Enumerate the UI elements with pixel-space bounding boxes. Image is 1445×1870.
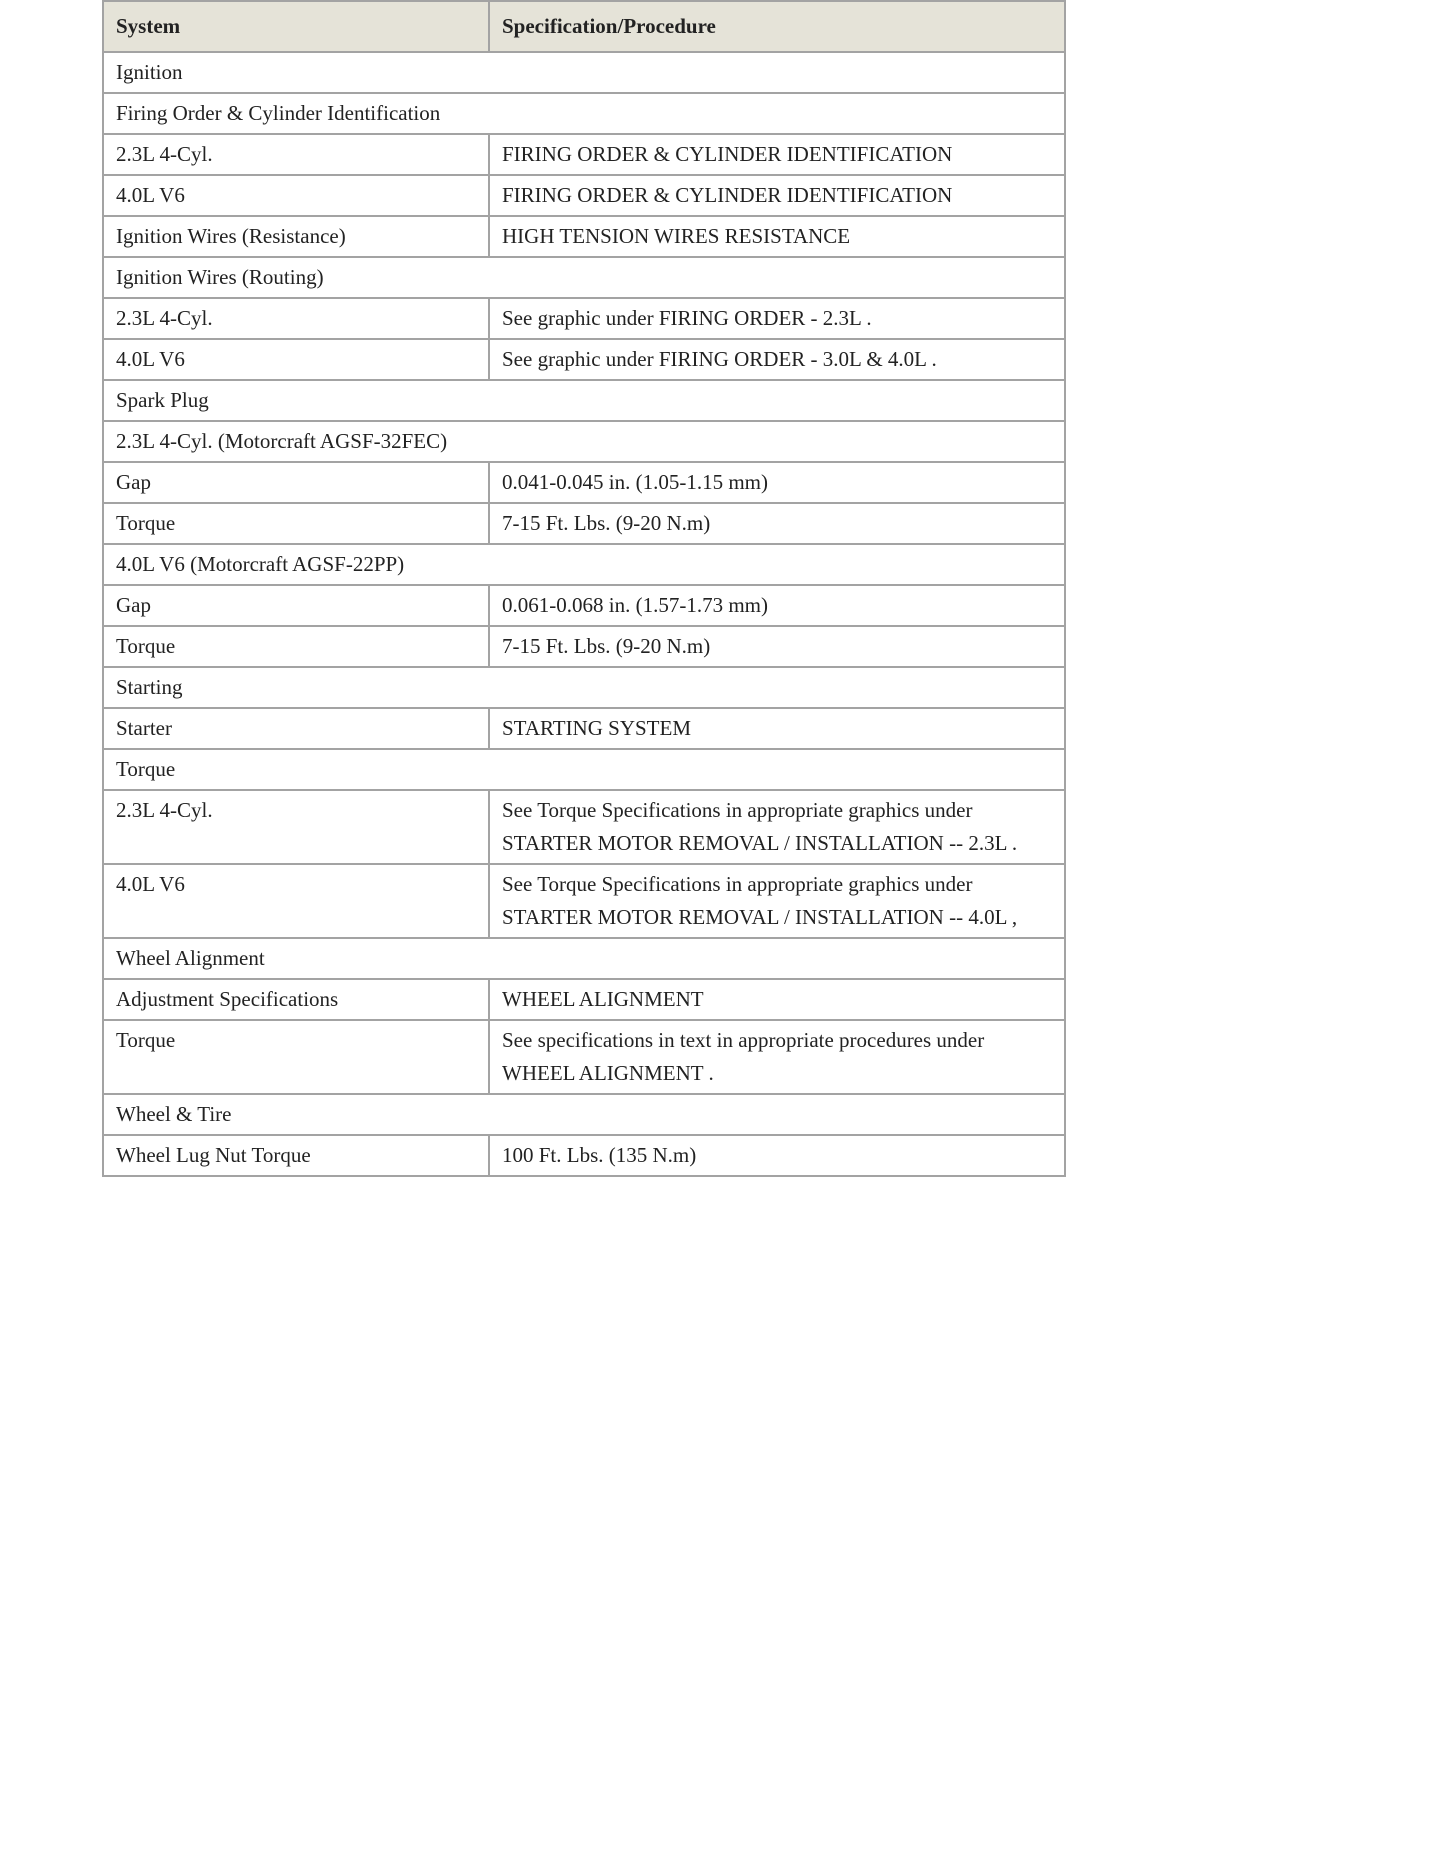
system-cell: 2.3L 4-Cyl. [103, 298, 489, 339]
specification-cell: 7-15 Ft. Lbs. (9-20 N.m) [489, 626, 1065, 667]
system-cell: 4.0L V6 [103, 864, 489, 938]
table-row [103, 298, 1065, 339]
section-row [103, 938, 1065, 979]
table-row [103, 339, 1065, 380]
system-cell: 2.3L 4-Cyl. [103, 790, 489, 864]
system-cell: 4.0L V6 [103, 175, 489, 216]
system-cell: Gap [103, 462, 489, 503]
specification-cell: FIRING ORDER & CYLINDER IDENTIFICATION [489, 134, 1065, 175]
table-row [103, 134, 1065, 175]
system-cell: Gap [103, 585, 489, 626]
column-header-system: System [103, 1, 489, 52]
specification-table [102, 0, 1066, 1177]
specification-cell: See graphic under FIRING ORDER - 3.0L & 4.0L . [489, 339, 1065, 380]
section-label: Starting [103, 667, 1065, 708]
section-label: Ignition [103, 52, 1065, 93]
table-row [103, 1135, 1065, 1176]
section-label: 4.0L V6 (Motorcraft AGSF-22PP) [103, 544, 1065, 585]
section-label: Firing Order & Cylinder Identification [103, 93, 1065, 134]
section-row [103, 52, 1065, 93]
specification-cell: See graphic under FIRING ORDER - 2.3L . [489, 298, 1065, 339]
table-body [103, 52, 1065, 1176]
specification-cell: See Torque Specifications in appropriate graphics under STARTER MOTOR REMOVAL / INSTALLATION -- 2.3L . [489, 790, 1065, 864]
specification-cell: HIGH TENSION WIRES RESISTANCE [489, 216, 1065, 257]
section-row [103, 93, 1065, 134]
section-label: Wheel Alignment [103, 938, 1065, 979]
table-row [103, 216, 1065, 257]
section-row [103, 257, 1065, 298]
system-cell: Torque [103, 1020, 489, 1094]
table-row [103, 708, 1065, 749]
section-label: 2.3L 4-Cyl. (Motorcraft AGSF-32FEC) [103, 421, 1065, 462]
section-label: Torque [103, 749, 1065, 790]
specification-cell: STARTING SYSTEM [489, 708, 1065, 749]
section-label: Ignition Wires (Routing) [103, 257, 1065, 298]
table-row [103, 626, 1065, 667]
table-row [103, 175, 1065, 216]
specification-cell: FIRING ORDER & CYLINDER IDENTIFICATION [489, 175, 1065, 216]
table-row [103, 1020, 1065, 1094]
system-cell: Starter [103, 708, 489, 749]
section-row [103, 380, 1065, 421]
specification-cell: See Torque Specifications in appropriate graphics under STARTER MOTOR REMOVAL / INSTALLATION -- 4.0L , [489, 864, 1065, 938]
system-cell: Wheel Lug Nut Torque [103, 1135, 489, 1176]
section-row [103, 544, 1065, 585]
specification-cell: WHEEL ALIGNMENT [489, 979, 1065, 1020]
system-cell: 4.0L V6 [103, 339, 489, 380]
section-label: Wheel & Tire [103, 1094, 1065, 1135]
column-header-specification: Specification/Procedure [489, 1, 1065, 52]
specification-cell: 7-15 Ft. Lbs. (9-20 N.m) [489, 503, 1065, 544]
specification-cell: 0.041-0.045 in. (1.05-1.15 mm) [489, 462, 1065, 503]
system-cell: Torque [103, 626, 489, 667]
table-row [103, 864, 1065, 938]
system-cell: Adjustment Specifications [103, 979, 489, 1020]
system-cell: 2.3L 4-Cyl. [103, 134, 489, 175]
table-row [103, 585, 1065, 626]
system-cell: Torque [103, 503, 489, 544]
specification-cell: 0.061-0.068 in. (1.57-1.73 mm) [489, 585, 1065, 626]
table-row [103, 462, 1065, 503]
section-row [103, 667, 1065, 708]
table-header-row [103, 1, 1065, 52]
section-row [103, 421, 1065, 462]
specification-cell: 100 Ft. Lbs. (135 N.m) [489, 1135, 1065, 1176]
section-row [103, 749, 1065, 790]
system-cell: Ignition Wires (Resistance) [103, 216, 489, 257]
section-label: Spark Plug [103, 380, 1065, 421]
table-row [103, 790, 1065, 864]
section-row [103, 1094, 1065, 1135]
specification-cell: See specifications in text in appropriate procedures under WHEEL ALIGNMENT . [489, 1020, 1065, 1094]
table-row [103, 503, 1065, 544]
table-row [103, 979, 1065, 1020]
